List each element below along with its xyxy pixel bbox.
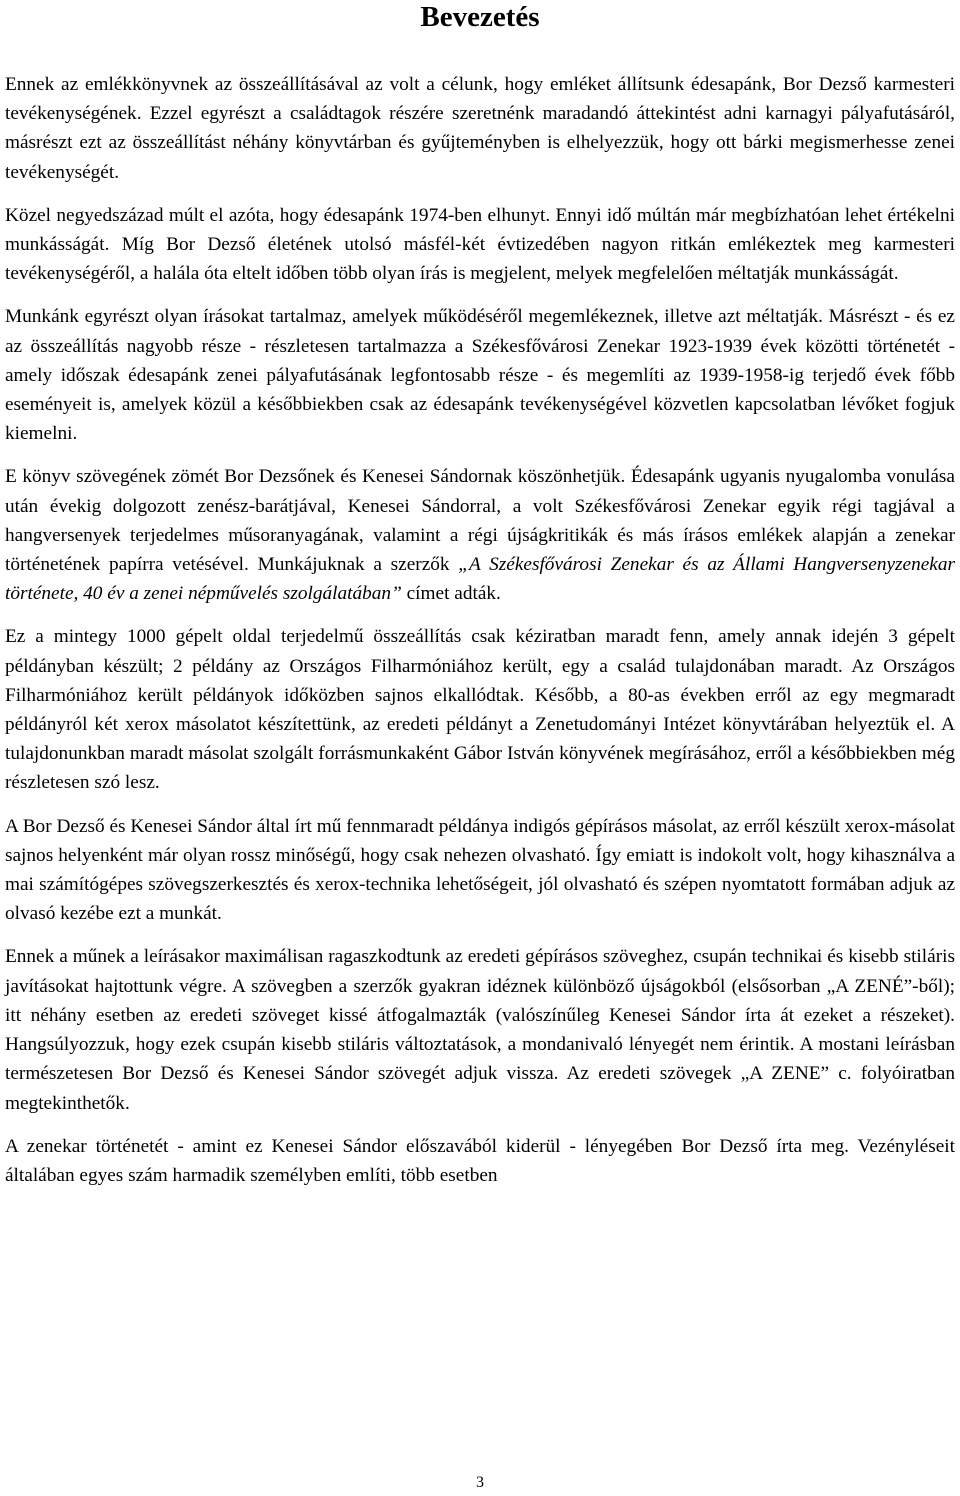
page-number: 3 (476, 1474, 484, 1491)
paragraph-text: Közel negyedszázad múlt el azóta, hogy édesapánk 1974-ben elhunyt. Ennyi idő múltán már megbízhatóan lehet értékelni munkásságát. Míg Bor Dezső életének utolsó másfél-két évtizedében nagyon ritkán emlékeztek meg karmesteri tevékenységéről, a halála óta eltelt időben több olyan írás is megjelent, melyek megfelelően méltatják munkásságát. (5, 204, 955, 285)
paragraph-text: E könyv szövegének zömét Bor Dezsőnek és Kenesei Sándornak köszönhetjük. Édesapánk ugyanis nyugalomba vonulása után évekig dolgozott zenész-barátjával, Kenesei Sándorral, a volt Székesfővárosi Zenekar egyik régi tagjával a hangversenyek terjedelmes műsoranyagának, valamint a régi újságkritikák és más írásos emlékek alapján a zenekar történetének papírra vetésével. Munkájuknak a szerzők (5, 466, 955, 576)
paragraph (5, 942, 955, 1117)
paragraph (5, 70, 955, 187)
paragraph-text: Ez a mintegy 1000 gépelt oldal terjedelmű összeállítás csak kéziratban maradt fenn, amely annak idején 3 gépelt példányban készült; 2 példány az Országos Filharmóniához került, egy a család tulajdonában maradt. Az Országos Filharmóniához került példányok időközben sajnos elkallódtak. Később, a 80-as években erről az egy megmaradt példányról két xerox másolatot készítettünk, az eredeti példányt a Zenetudományi Intézet könyvtárában helyeztük el. A tulajdonunkban maradt másolat szolgált forrásmunkaként Gábor István könyvének megírásához, erről a későbbiekben még részletesen szó lesz. (5, 626, 955, 794)
document-body (5, 70, 955, 1190)
paragraph (5, 462, 955, 608)
paragraph-text: Ennek a műnek a leírásakor maximálisan ragaszkodtunk az eredeti gépírásos szöveghez, csupán technikai és kisebb stiláris javításokat hajtottunk végre. A szövegben a szerzők gyakran idéznek különböző újságokból (elsősorban „A ZENÉ”-ből); itt néhány esetben az eredeti szöveget kissé átfogalmazták (valószínűleg Kenesei Sándor írta át ezeket a részeket). Hangsúlyozzuk, hogy ezek csupán kisebb stiláris változtatások, a mondanivaló lényegét nem érintik. A mostani leírásban természetesen Bor Dezső és Kenesei Sándor szövegét adjuk vissza. Az eredeti szövegek „A ZENE” c. folyóiratban megtekinthetők. (5, 946, 955, 1114)
paragraph (5, 302, 955, 448)
page-title: Bevezetés (420, 1, 540, 33)
paragraph-text: címet adták. (401, 583, 501, 605)
paragraph-text: A zenekar történetét - amint ez Kenesei Sándor előszavából kiderül - lényegében Bor Dezső írta meg. Vezényléseit általában egyes szám harmadik személyben említi, több esetben (5, 1135, 955, 1186)
paragraph (5, 812, 955, 929)
paragraph (5, 1132, 955, 1190)
paragraph-text: Ennek az emlékkönyvnek az összeállításával az volt a célunk, hogy emléket állítsunk édesapánk, Bor Dezső karmesteri tevékenységének. Ezzel egyrészt a családtagok részére szeretnénk maradandó áttekintést adni karnagyi pályafutásáról, másrészt ezt az összeállítást néhány könyvtárban és gyűjteményben is elhelyezzük, hogy ott bárki megismerhesse zenei tevékenységét. (5, 74, 955, 183)
paragraph (5, 201, 955, 289)
paragraph-text: Munkánk egyrészt olyan írásokat tartalmaz, amelyek működéséről megemlékeznek, illetve azt méltatják. Másrészt - és ez az összeállítás nagyobb része - részletesen tartalmazza a Székesfővárosi Zenekar 1923-1939 évek közötti történetét - amely időszak édesapánk zenei pályafutásának legfontosabb része - és megemlíti az 1939-1958-ig terjedő évek főbb eseményeit is, amelyek közül a későbbiekben csak az édesapánk tevékenységével közvetlen kapcsolatban lévőket fogjuk kiemelni. (5, 306, 955, 445)
paragraph (5, 622, 955, 797)
paragraph-text: A Bor Dezső és Kenesei Sándor által írt mű fennmaradt példánya indigós gépírásos másolat, az erről készült xerox-másolat sajnos helyenként már olyan rossz minőségű, hogy csak nehezen olvasható. Így emiatt is indokolt volt, hogy kihasználva a mai számítógépes szövegszerkesztés és xerox-technika lehetőségeit, jól olvasható és szépen nyomtatott formában adjuk az olvasó kezébe ezt a munkát. (5, 815, 955, 925)
italic-book-title: „A Székesfővárosi Zenekar és az Állami Hangversenyzenekar története, 40 év a zenei népművelés szolgálatában” (5, 554, 955, 605)
